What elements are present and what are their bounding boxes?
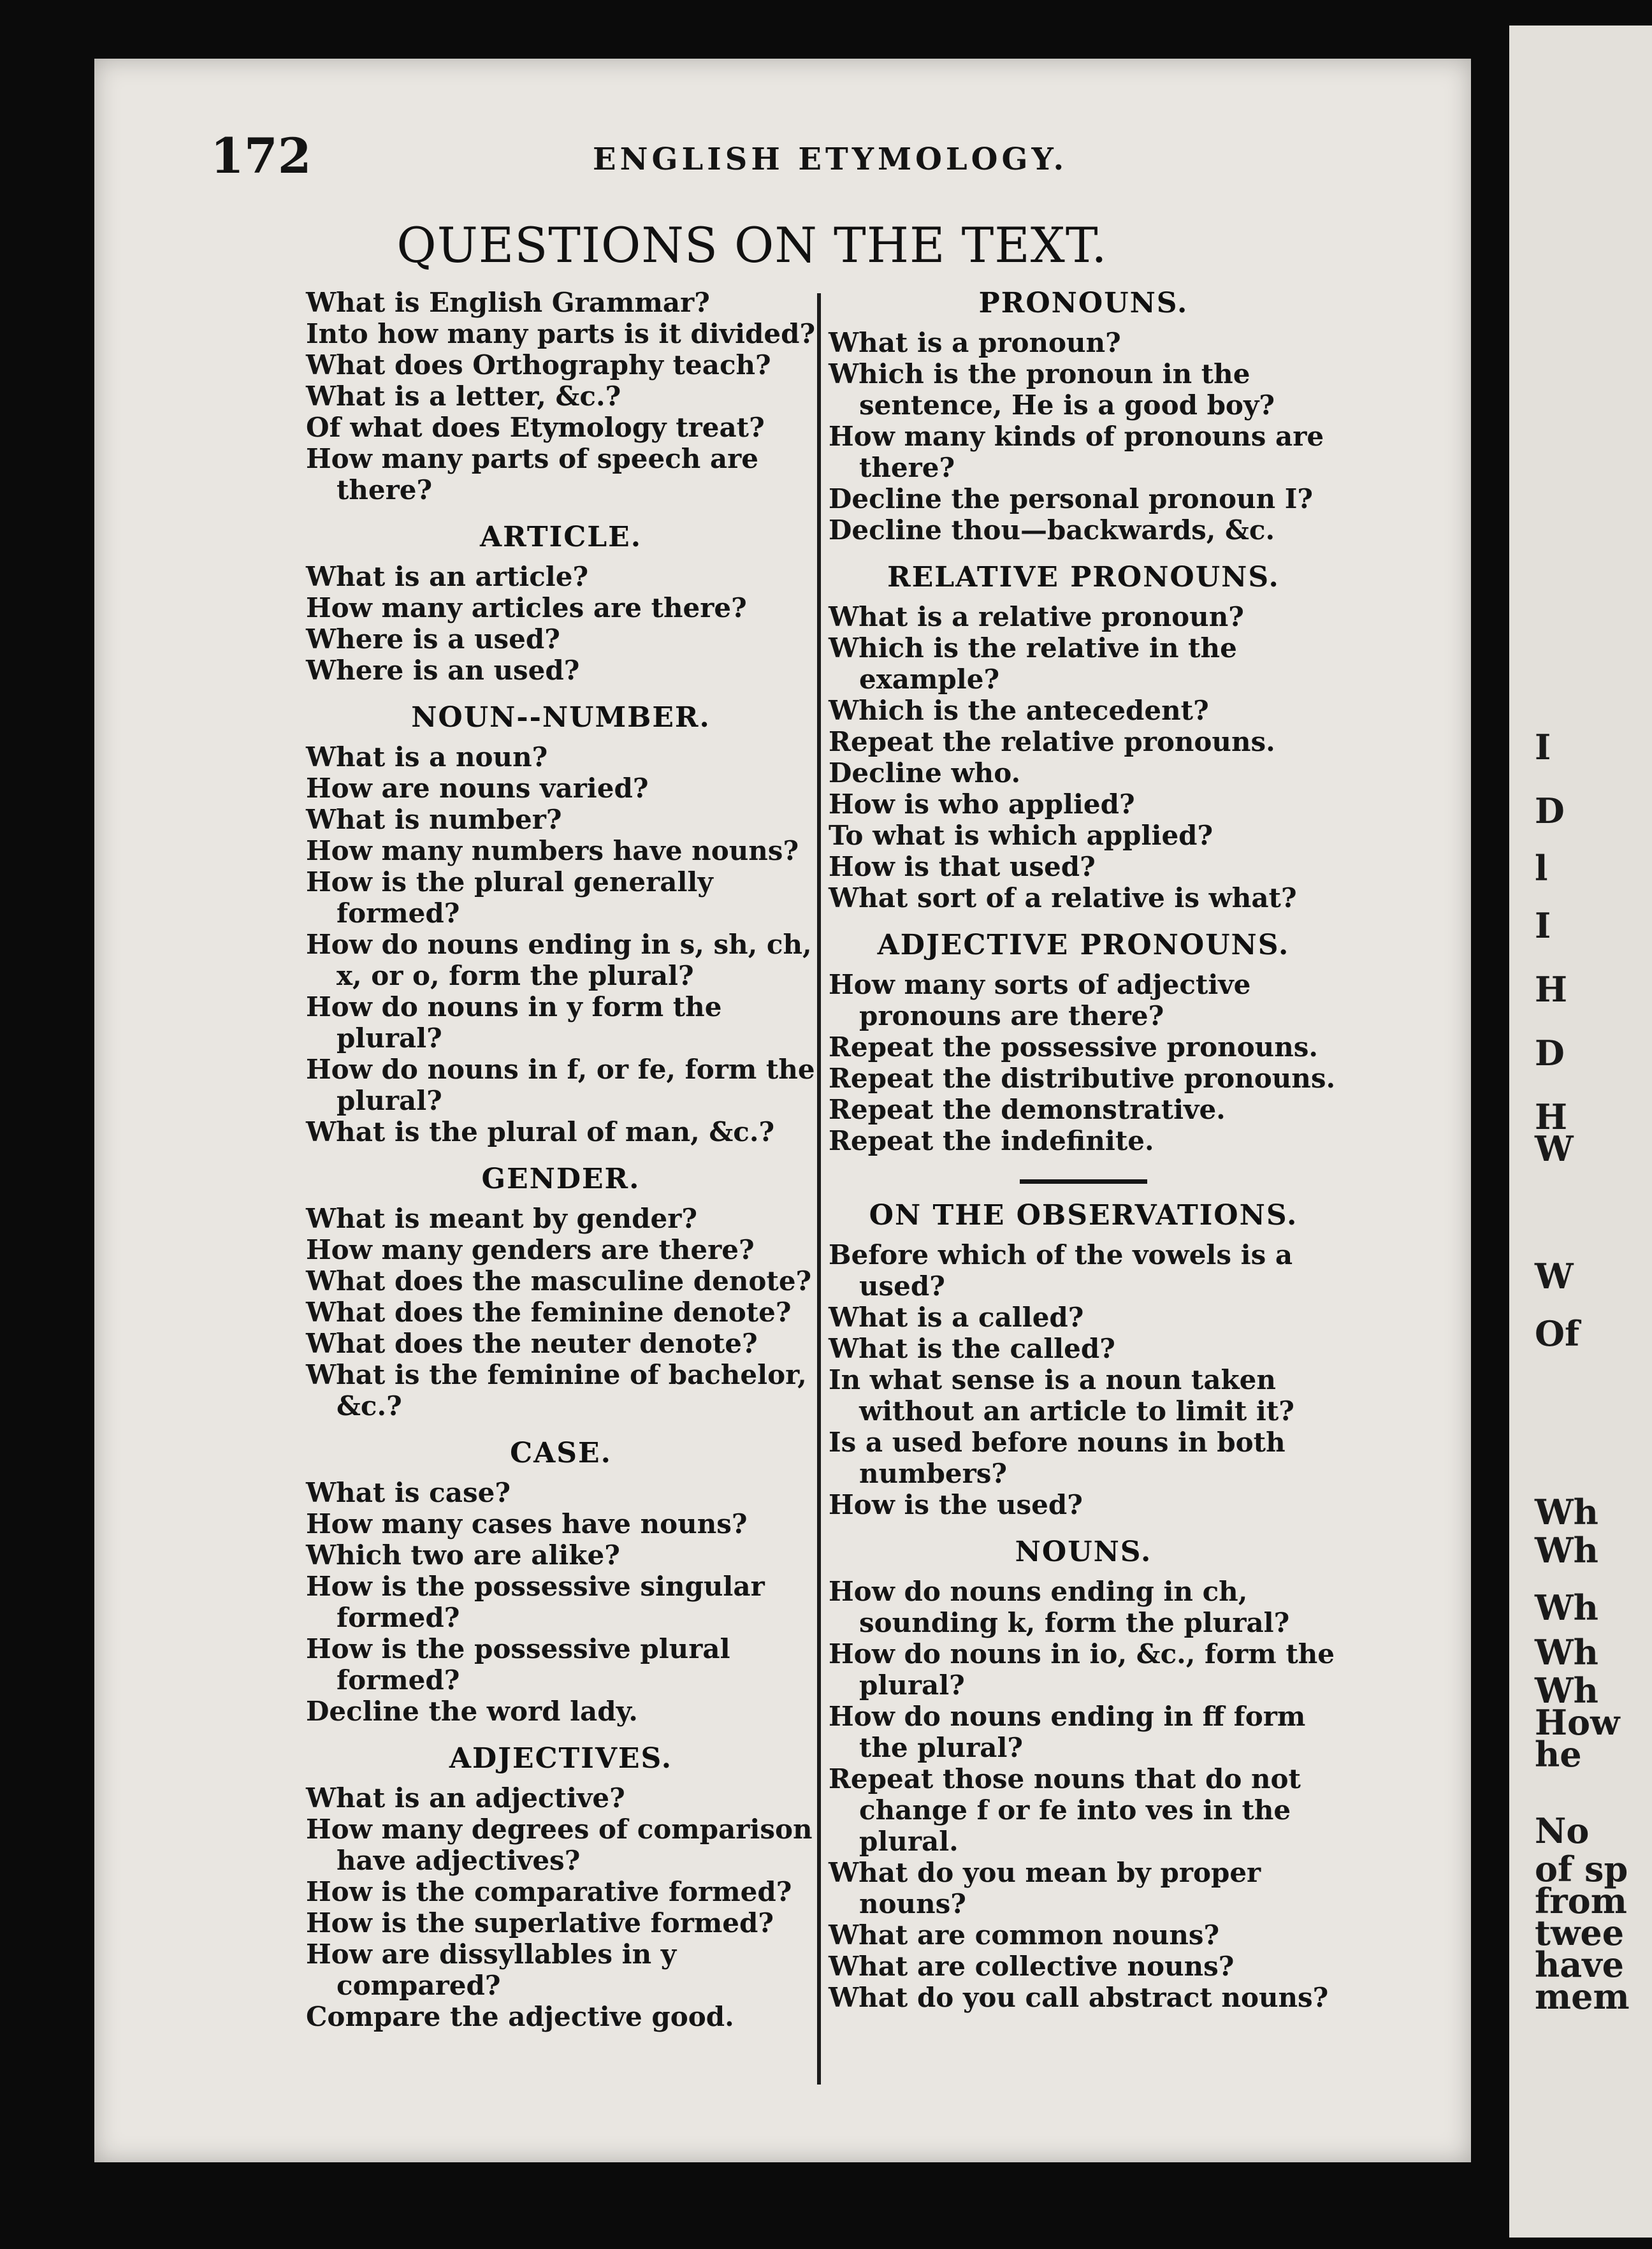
question-line: How are dissyllables in y compared? xyxy=(306,1939,677,2001)
adjacent-page-text-fragment: Of xyxy=(1535,1313,1580,1354)
question-line: What is the feminine of bachelor, &c.? xyxy=(306,1359,807,1422)
question-line: What is a noun? xyxy=(306,741,548,773)
question-line: What sort of a relative is what? xyxy=(829,882,1297,913)
adjacent-page-text-fragment: Wh xyxy=(1535,1670,1598,1711)
question-line: What are collective nouns? xyxy=(829,1951,1235,1982)
question-line: How is who applied? xyxy=(829,789,1135,820)
question-line: How is the comparative formed? xyxy=(306,1876,792,1907)
question-line: Repeat the indefinite. xyxy=(829,1125,1154,1156)
main-title: QUESTIONS ON THE TEXT. xyxy=(396,217,1108,273)
adjacent-page-text-fragment: D xyxy=(1535,1033,1565,1074)
column-divider xyxy=(817,293,821,2085)
page-number: 172 xyxy=(210,127,312,184)
section-heading: ADJECTIVES. xyxy=(449,1742,673,1775)
question-line: What is an article? xyxy=(306,561,589,592)
adjacent-page-text-fragment: H xyxy=(1535,1096,1568,1137)
question-line: Decline who. xyxy=(829,757,1021,789)
question-line: What is number? xyxy=(306,804,562,835)
question-line: What is the called? xyxy=(829,1333,1115,1364)
question-line: How is the plural generally formed? xyxy=(306,866,713,929)
running-head xyxy=(210,127,1294,184)
section-heading: NOUNS. xyxy=(1015,1536,1152,1568)
adjacent-page-text-fragment: have xyxy=(1535,1944,1624,1985)
question-line: What is meant by gender? xyxy=(306,1203,697,1234)
question-line: How do nouns ending in ch, sounding k, form the plural? xyxy=(829,1576,1290,1638)
adjacent-page-text-fragment: H xyxy=(1535,969,1568,1010)
question-line: How do nouns in io, &c., form the plural? xyxy=(829,1638,1335,1701)
question-line: What is a called? xyxy=(829,1302,1084,1333)
question-line: What are common nouns? xyxy=(829,1919,1220,1951)
question-line: What does the neuter denote? xyxy=(306,1328,758,1359)
question-line: What do you call abstract nouns? xyxy=(829,1982,1329,2013)
question-line: How is that used? xyxy=(829,851,1096,882)
question-line: What do you mean by proper nouns? xyxy=(829,1857,1261,1919)
question-line: Which is the antecedent? xyxy=(829,695,1209,726)
adjacent-page-text-fragment: twee xyxy=(1535,1912,1625,1953)
question-line: How many sorts of adjective pronouns are there? xyxy=(829,969,1251,1031)
question-line: Is a used before nouns in both numbers? xyxy=(829,1427,1286,1489)
section-rule xyxy=(1020,1179,1147,1184)
question-line: Repeat the possessive pronouns. xyxy=(829,1031,1319,1063)
question-line: How many parts of speech are there? xyxy=(306,443,759,506)
question-line: What is an adjective? xyxy=(306,1782,625,1814)
section-heading: RELATIVE PRONOUNS. xyxy=(887,561,1280,593)
question-line: Decline thou—backwards, &c. xyxy=(829,514,1275,546)
adjacent-page-text-fragment: Wh xyxy=(1535,1530,1598,1571)
section-heading: NOUN--NUMBER. xyxy=(411,701,711,734)
section-heading: ADJECTIVE PRONOUNS. xyxy=(877,929,1290,961)
question-line: In what sense is a noun taken without an article to limit it? xyxy=(829,1364,1294,1427)
question-line: How is the superlative formed? xyxy=(306,1907,774,1939)
question-line: How do nouns ending in s, sh, ch, x, or o, form the plural? xyxy=(306,929,812,991)
question-line: Repeat those nouns that do not change f or fe into ves in the plural. xyxy=(829,1763,1301,1857)
question-line: How is the possessive singular formed? xyxy=(306,1571,765,1633)
question-line: What is English Grammar? xyxy=(306,287,710,318)
question-line: How do nouns in f, or fe, form the plural? xyxy=(306,1054,815,1116)
question-line: Repeat the distributive pronouns. xyxy=(829,1063,1336,1094)
question-line: How many degrees of comparison have adjectives? xyxy=(306,1814,813,1876)
section-heading: CASE. xyxy=(510,1437,612,1469)
question-line: Decline the personal pronoun I? xyxy=(829,483,1313,514)
question-line: What is the plural of man, &c.? xyxy=(306,1116,775,1147)
question-line: Which two are alike? xyxy=(306,1539,620,1571)
adjacent-page-text-fragment: of sp xyxy=(1535,1849,1628,1889)
question-line: How is the possessive plural formed? xyxy=(306,1633,730,1696)
adjacent-page-text-fragment: W xyxy=(1535,1256,1574,1297)
question-line: How many numbers have nouns? xyxy=(306,835,799,866)
adjacent-page-text-fragment: he xyxy=(1535,1734,1582,1775)
section-heading: GENDER. xyxy=(481,1163,641,1195)
question-line: Which is the relative in the example? xyxy=(829,632,1237,695)
question-line: How many articles are there? xyxy=(306,592,747,623)
adjacent-page-text-fragment: Wh xyxy=(1535,1632,1598,1673)
adjacent-page-text-fragment: Wh xyxy=(1535,1492,1598,1532)
adjacent-page-text-fragment: No xyxy=(1535,1810,1590,1851)
page-gutter xyxy=(1471,25,1509,2238)
section-heading: ARTICLE. xyxy=(479,521,642,553)
question-line: How do nouns ending in ff form the plural? xyxy=(829,1701,1306,1763)
question-line: Which is the pronoun in the sentence, He is a good boy? xyxy=(829,358,1275,421)
running-title: ENGLISH ETYMOLOGY. xyxy=(593,142,1068,177)
right-column xyxy=(829,287,1338,2013)
question-line: How is the used? xyxy=(829,1489,1083,1520)
question-line: What is a pronoun? xyxy=(829,327,1121,358)
section-heading: ON THE OBSERVATIONS. xyxy=(869,1199,1298,1232)
question-line: Repeat the demonstrative. xyxy=(829,1094,1226,1125)
question-line: How many cases have nouns? xyxy=(306,1508,748,1539)
question-line: What does the feminine denote? xyxy=(306,1297,792,1328)
question-line: To what is which applied? xyxy=(829,820,1214,851)
question-line: What is a letter, &c.? xyxy=(306,381,621,412)
adjacent-page-text-fragment: Wh xyxy=(1535,1587,1598,1628)
question-line: How are nouns varied? xyxy=(306,773,649,804)
section-heading: PRONOUNS. xyxy=(978,287,1189,319)
question-line: Where is an used? xyxy=(306,655,580,686)
left-column xyxy=(306,287,816,2032)
adjacent-page-edge xyxy=(1509,25,1652,2238)
adjacent-page-text-fragment: D xyxy=(1535,790,1565,831)
question-line: How do nouns in y form the plural? xyxy=(306,991,722,1054)
adjacent-page-text-fragment: W xyxy=(1535,1128,1574,1169)
question-line: What does Orthography teach? xyxy=(306,349,771,381)
question-line: Into how many parts is it divided? xyxy=(306,318,816,349)
adjacent-page-text-fragment: mem xyxy=(1535,1976,1630,2017)
question-line: Where is a used? xyxy=(306,623,560,655)
adjacent-page-text-fragment: l xyxy=(1535,848,1548,889)
question-line: Repeat the relative pronouns. xyxy=(829,726,1275,757)
question-line: Compare the adjective good. xyxy=(306,2001,734,2032)
adjacent-page-text-fragment: I xyxy=(1535,905,1551,946)
question-line: What is a relative pronoun? xyxy=(829,601,1244,632)
adjacent-page-text-fragment: I xyxy=(1535,727,1551,768)
adjacent-page-text-fragment: from xyxy=(1535,1881,1627,1921)
question-line: Decline the word lady. xyxy=(306,1696,638,1727)
question-line: Of what does Etymology treat? xyxy=(306,412,765,443)
question-line: What does the masculine denote? xyxy=(306,1265,812,1297)
question-line: How many kinds of pronouns are there? xyxy=(829,421,1324,483)
question-line: What is case? xyxy=(306,1477,511,1508)
question-line: How many genders are there? xyxy=(306,1234,755,1265)
question-line: Before which of the vowels is a used? xyxy=(829,1239,1293,1302)
adjacent-page-text-fragment: How xyxy=(1535,1702,1620,1743)
